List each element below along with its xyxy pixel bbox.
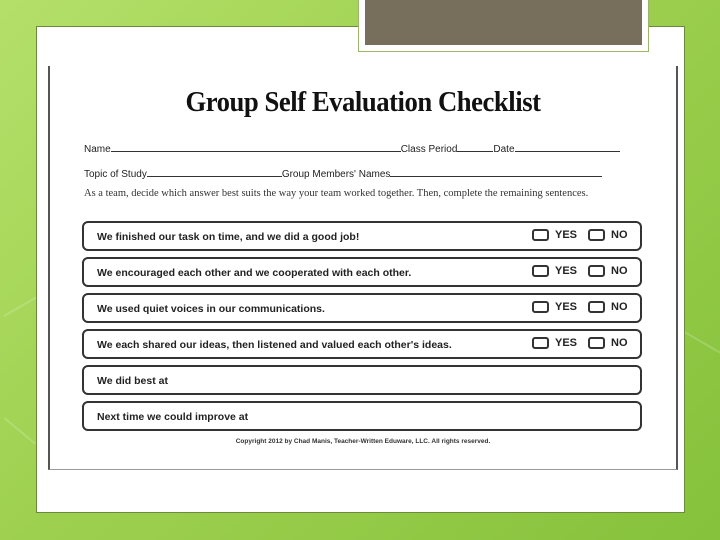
topic-line	[84, 167, 602, 180]
topic-blank	[147, 167, 282, 177]
class-period-blank	[457, 142, 493, 152]
yes-label: YES	[555, 265, 578, 277]
yes-checkbox[interactable]	[532, 265, 549, 277]
document-title: Group Self Evaluation Checklist	[185, 86, 541, 118]
yes-checkbox[interactable]	[532, 229, 549, 241]
no-checkbox[interactable]	[588, 229, 605, 241]
copyright-notice: Copyright 2012 by Chad Manis, Teacher-Written Eduware, LLC. All rights reserved.	[235, 438, 491, 445]
yes-label: YES	[555, 337, 578, 349]
name-label: Name	[84, 144, 111, 155]
item-text: We finished our task on time, and we did a good job!	[97, 231, 360, 243]
yes-label: YES	[555, 301, 578, 313]
checklist-document	[48, 66, 678, 470]
no-label: NO	[611, 337, 628, 349]
no-label: NO	[611, 301, 628, 313]
no-checkbox[interactable]	[588, 301, 605, 313]
name-line	[84, 142, 620, 155]
checklist-item	[82, 293, 642, 323]
checklist-item	[82, 221, 642, 251]
members-label: Group Members' Names	[281, 169, 391, 180]
slide-title-placeholder	[358, 0, 649, 52]
yes-checkbox[interactable]	[532, 301, 549, 313]
members-blank	[390, 167, 602, 177]
yes-label: YES	[555, 229, 578, 241]
did-best-at-box[interactable]	[82, 365, 642, 395]
date-label: Date	[493, 144, 515, 155]
item-text: We used quiet voices in our communications.	[97, 303, 325, 315]
name-blank	[111, 142, 401, 152]
item-text: We encouraged each other and we cooperated with each other.	[97, 267, 412, 279]
improve-at-box[interactable]	[82, 401, 642, 431]
item-text: Next time we could improve at	[97, 411, 249, 423]
item-text: We did best at	[97, 375, 168, 387]
no-checkbox[interactable]	[588, 337, 605, 349]
no-label: NO	[611, 265, 628, 277]
no-label: NO	[611, 229, 628, 241]
checklist-item	[82, 329, 642, 359]
no-checkbox[interactable]	[588, 265, 605, 277]
date-blank	[515, 142, 620, 152]
checklist-item	[82, 257, 642, 287]
class-period-label: Class Period	[400, 144, 458, 155]
instructions-text: As a team, decide which answer best suits the way your team worked together. Then, complete the remaining sentences.	[84, 188, 589, 199]
item-text: We each shared our ideas, then listened and valued each other's ideas.	[97, 339, 452, 351]
yes-checkbox[interactable]	[532, 337, 549, 349]
topic-label: Topic of Study	[84, 169, 147, 180]
title-placeholder-fill	[365, 0, 642, 45]
background-decoration	[4, 417, 36, 444]
